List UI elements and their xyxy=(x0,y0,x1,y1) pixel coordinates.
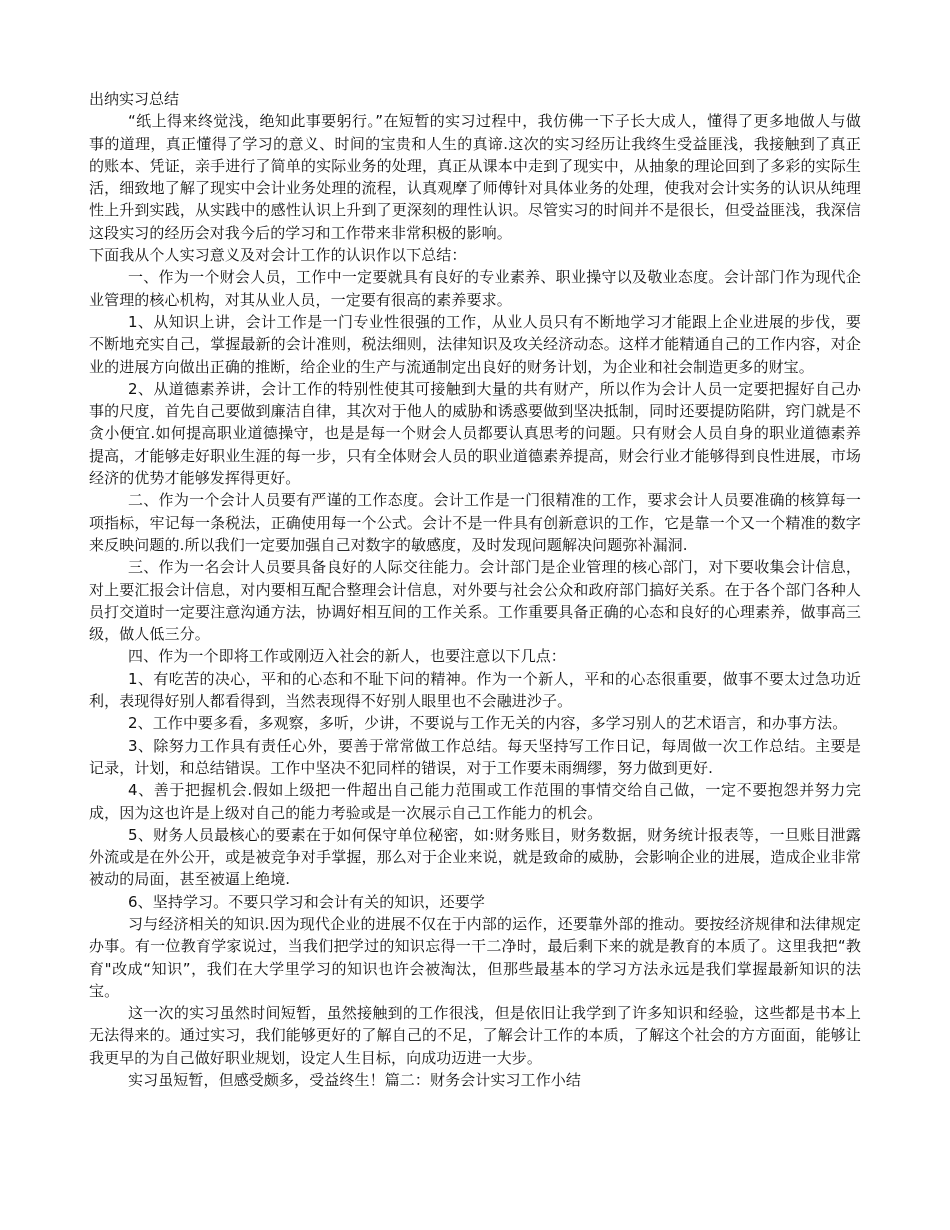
paragraph-item-4-4: 4、善于把握机会.假如上级把一件超出自己能力范围或工作范围的事情交给自己做，一定不要抱怨并努力完成，因为这也许是上级对自己的能力考验或是一次展示自己工作能力的机会。 xyxy=(89,781,861,822)
document-page xyxy=(89,88,861,1091)
paragraph-item-4-3: 3、除努力工作具有责任心外，要善于常常做工作总结。每天坚持写工作日记，每周做一次工作总结。主要是记录，计划，和总结错误。工作中坚决不犯同样的错误，对于工作要未雨绸缪，努力做到更好. xyxy=(89,736,861,777)
paragraph-item-4-5: 5、财务人员最核心的要素在于如何保守单位秘密，如:财务账目，财务数据，财务统计报表等，一旦账目泄露外流或是在外公开，或是被竞争对手掌握，那么对于企业来说，就是致命的威胁，会影响企业的进展，造成企业非常被动的局面，甚至被逼上绝境. xyxy=(89,825,861,889)
paragraph-item-4-2: 2、工作中要多看，多观察，多听，少讲，不要说与工作无关的内容，多学习别人的艺术语言，和办事方法。 xyxy=(128,714,848,733)
paragraph-item-4-1: 1、有吃苦的决心，平和的心态和不耻下问的精神。作为一个新人，平和的心态很重要，做事不要太过急功近利，表现得好别人都看得到，当然表现得不好别人眼里也不会融进沙子。 xyxy=(89,669,861,711)
paragraph-section-4: 四、作为一个即将工作或刚迈入社会的新人，也要注意以下几点： xyxy=(128,647,566,666)
paragraph-closing: 实习虽短暂，但感受颇多，受益终生！篇二：财务会计实习工作小结 xyxy=(128,1071,582,1090)
paragraph-intro: “纸上得来终觉浅，绝知此事要躬行。”在短暂的实习过程中，我仿佛一下子长大成人，懂得了更多地做人与做事的道理，真正懂得了学习的意义、时间的宝贵和人生的真谛.这次的实习经历让我终生受益匪浅，我接触到了真正的账本、凭证，亲手进行了简单的实际业务的处理，真正从课本中走到了现实中，从抽象的理论回到了多彩的实际生活，细致地了解了现实中会计业务处理的流程，认真观摩了师傅针对具体业务的处理，使我对会计实务的认识从纯理性上升到实践，从实践中的感性认识上升到了更深刻的理性认识。尽管实习的时间并不是很长，但受益匪浅，我深信这段实习的经历会对我今后的学习和工作带来非常积极的影响。 xyxy=(89,112,861,242)
paragraph-conclusion: 这一次的实习虽然时间短暂，虽然接触到的工作很浅，但是依旧让我学到了许多知识和经验，这些都是书本上无法得来的。通过实习，我们能够更好的了解自己的不足，了解会计工作的本质，了解这个社会的方方面面，能够让我更早的为自己做好职业规划，设定人生目标，向成功迈进一大步。 xyxy=(89,1004,861,1067)
paragraph-item-4-6: 6、坚持学习。不要只学习和会计有关的知识，还要学 xyxy=(128,892,485,911)
paragraph-item-4-6-continued: 习与经济相关的知识.因为现代企业的进展不仅在于内部的运作，还要靠外部的推动。要按经济规律和法律规定办事。有一位教育学家说过，当我们把学过的知识忘得一干二净时，最后剩下来的就是教育的本质了。这里我把“教育"改成“知识”，我们在大学里学习的知识也许会被淘汰，但那些最基本的学习方法永远是我们掌握最新知识的法宝。 xyxy=(89,914,861,1000)
paragraph-section-3: 三、作为一名会计人员要具备良好的人际交往能力。会计部门是企业管理的核心部门，对下要收集会计信息，对上要汇报会计信息，对内要相互配合整理会计信息，对外要与社会公众和政府部门搞好关系。在于各个部门各种人员打交道时一定要注意沟通方法，协调好相互间的工作关系。工作重要具备正确的心态和良好的心理素养，做事高三级，做人低三分。 xyxy=(89,558,861,644)
paragraph-section-2: 二、作为一个会计人员要有严谨的工作态度。会计工作是一门很精准的工作，要求会计人员要准确的核算每一项指标，牢记每一条税法，正确使用每一个公式。会计不是一件具有创新意识的工作，它是靠一个又一个精准的数字来反映问题的.所以我们一定要加强自己对数字的敏感度，及时发现问题解决问题弥补漏洞. xyxy=(89,491,861,554)
paragraph-summary-lead: 下面我从个人实习意义及对会计工作的认识作以下总结： xyxy=(89,246,467,265)
paragraph-item-1-1: 1、从知识上讲，会计工作是一门专业性很强的工作，从业人员只有不断地学习才能跟上企业进展的步伐，要不断地充实自己，掌握最新的会计准则，税法细则，法律知识及攻关经济动态。这样才能精通自己的工作内容，对企业的进展方向做出正确的推断，给企业的生产与流通制定出良好的财务计划，为企业和社会制造更多的财宝。 xyxy=(89,312,861,376)
document-title: 出纳实习总结 xyxy=(89,90,180,108)
paragraph-item-1-2: 2、从道德素养讲，会计工作的特别性使其可接触到大量的共有财产，所以作为会计人员一定要把握好自己办事的尺度，首先自己要做到廉洁自律，其次对于他人的威胁和诱惑要做到坚决抵制，同时还要提防陷阱，窍门就是不贪小便宜.如何提高职业道德操守，也是是每一个财会人员都要认真思考的问题。只有财会人员自身的职业道德素养提高，才能够走好职业生涯的每一步，只有全体财会人员的职业道德素养提高，财会行业才能够得到良性进展，市场经济的优势才能够发挥得更好。 xyxy=(89,379,861,488)
paragraph-section-1: 一、作为一个财会人员，工作中一定要就具有良好的专业素养、职业操守以及敬业态度。会计部门作为现代企业管理的核心机构，对其从业人员，一定要有很高的素养要求。 xyxy=(89,268,861,309)
